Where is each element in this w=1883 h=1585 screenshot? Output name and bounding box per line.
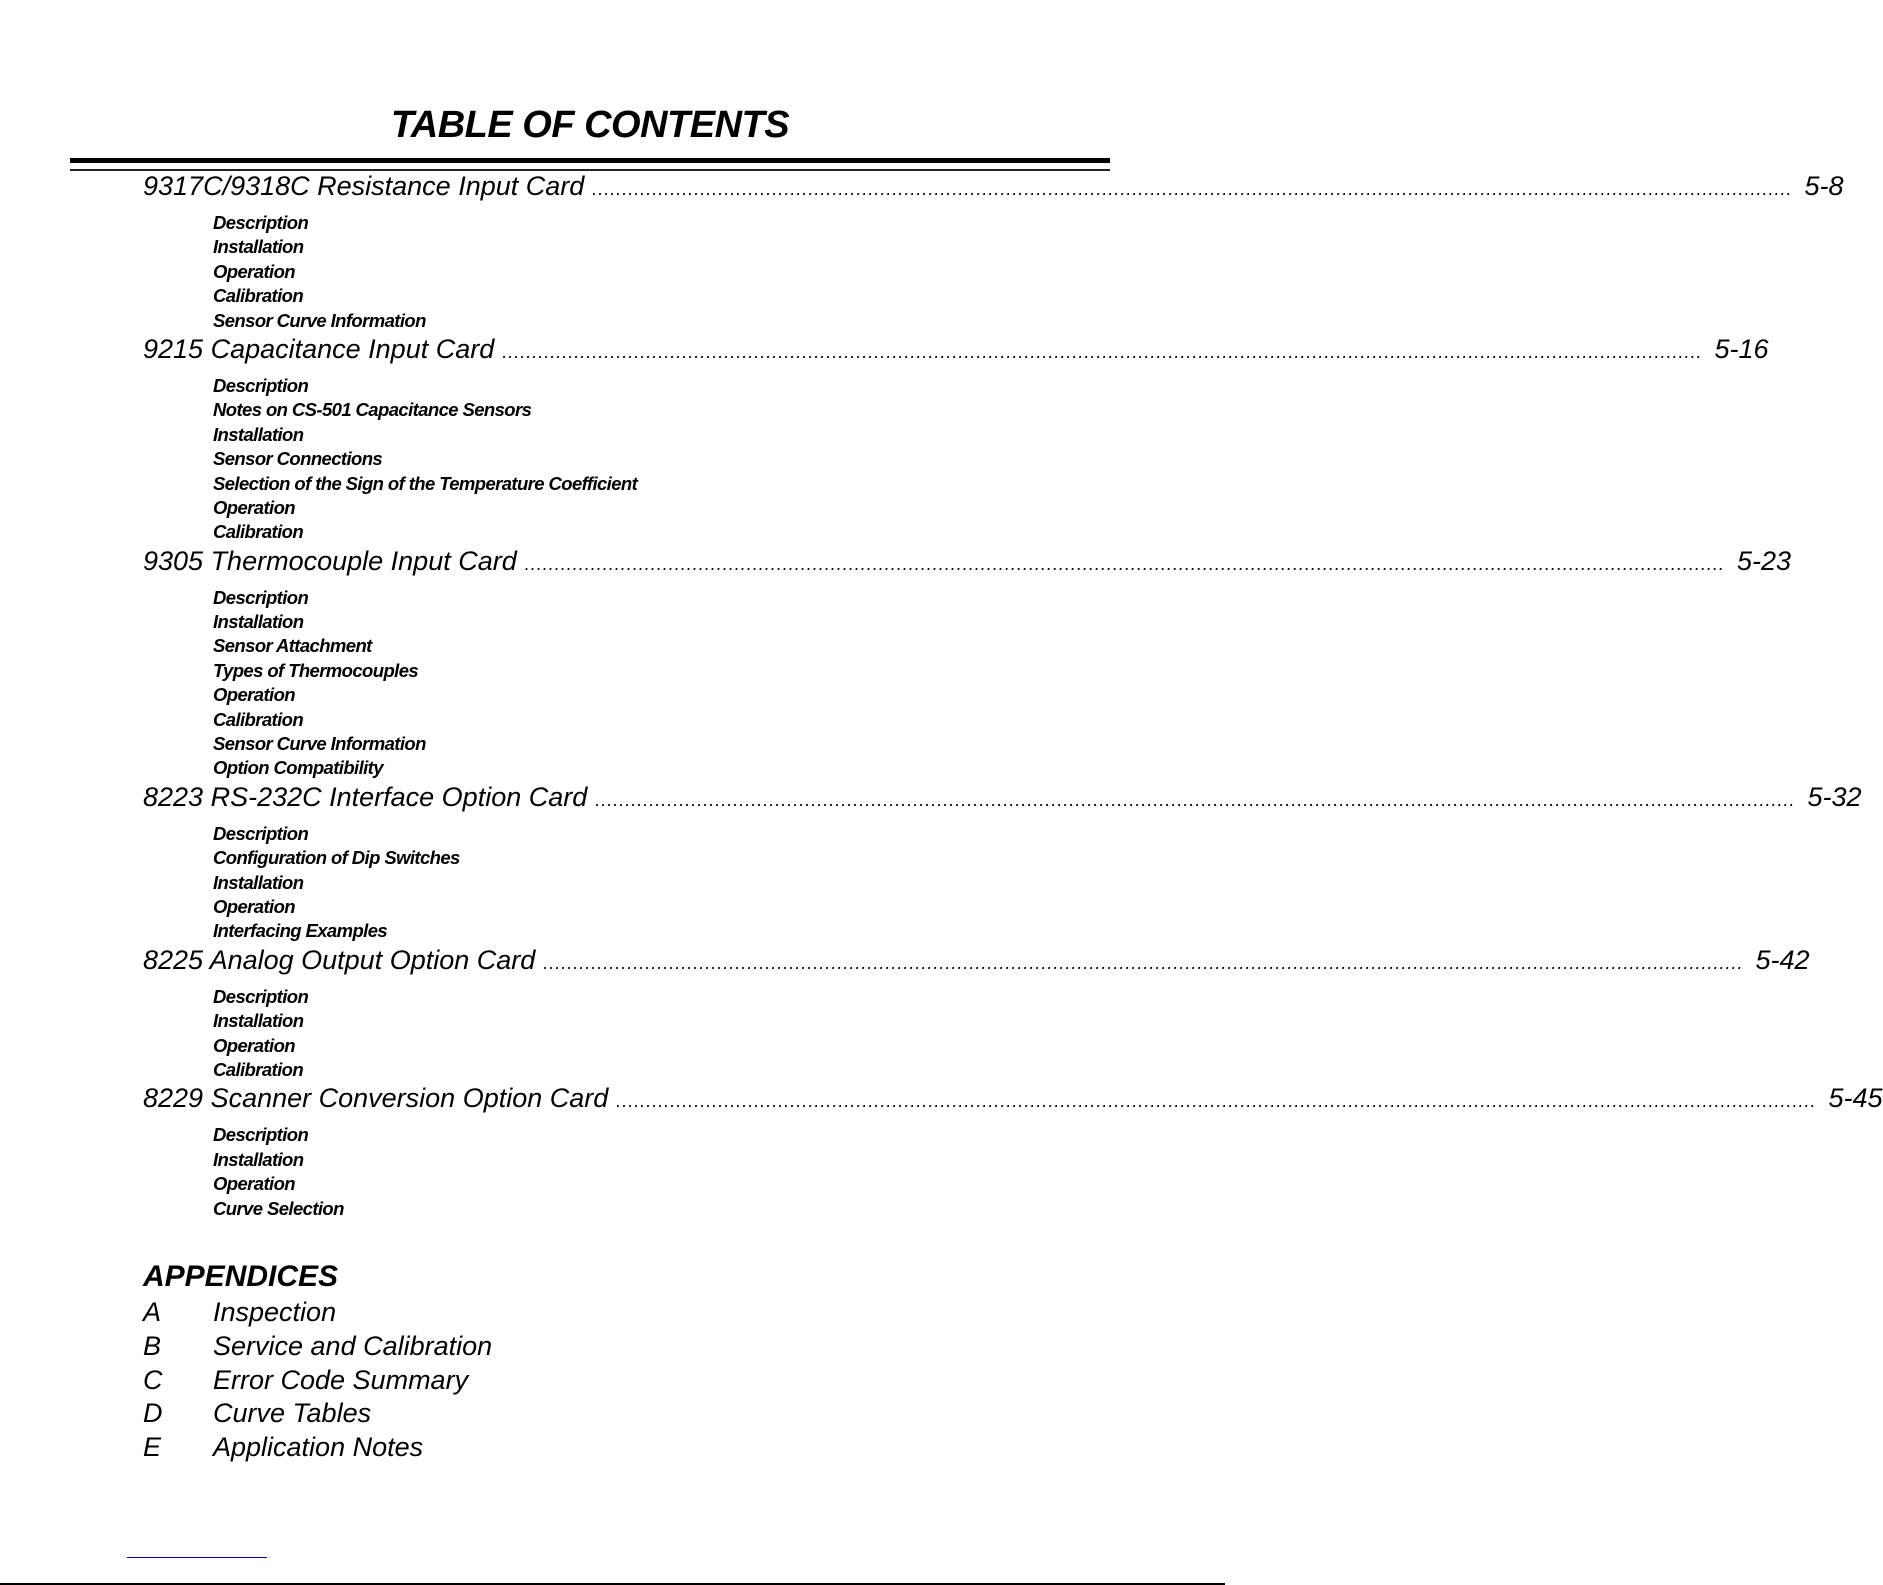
section-title: 9305 Thermocouple Input Card [143,545,517,576]
page-number: 5-8 [1804,171,1844,201]
appendix-item[interactable] [143,1430,492,1464]
dot-leader: ........................................................................................................................................................................................................ [592,179,1793,199]
page-number: 5-23 [1736,545,1791,576]
section-title: 8223 RS-232C Interface Option Card [143,781,588,812]
toc-subitem[interactable]: Description [213,985,309,1007]
toc-section-heading[interactable] [143,166,1844,206]
toc-subitem[interactable]: Configuration of Dip Switches [213,847,460,869]
toc-subitem[interactable]: Sensor Curve Information [213,733,426,755]
section-title: 9215 Capacitance Input Card [143,333,495,364]
toc-subitem[interactable]: Sensor Connections [213,448,383,470]
toc-subitem[interactable]: Operation [213,1173,295,1195]
toc-subitem[interactable]: Operation [213,895,295,917]
dot-leader: ........................................................................................................................................................................................................ [524,553,1725,574]
toc-subitem[interactable]: Sensor Curve Information [213,309,426,331]
dot-leader: ........................................................................................................................................................................................................ [616,1091,1817,1112]
toc-subitem[interactable]: Calibration [213,1058,304,1080]
appendix-letter: A [143,1297,162,1327]
toc-subitem[interactable]: Curve Selection [213,1197,344,1219]
dot-leader: ........................................................................................................................................................................................................ [502,341,1703,362]
toc-subitem[interactable]: Types of Thermocouples [213,659,419,681]
toc-subitem[interactable]: Description [213,212,309,233]
toc-subitem[interactable]: Description [213,1124,309,1146]
toc-subitem[interactable]: Sensor Attachment [213,635,372,657]
toc-subitem[interactable]: Selection of the Sign of the Temperature Coefficient [213,472,638,494]
appendix-title: Inspection [213,1297,337,1327]
appendix-title: Error Code Summary [213,1364,469,1395]
toc-subitem[interactable]: Installation [213,871,304,893]
toc-subitem[interactable]: Installation [213,1148,304,1170]
toc-subitem[interactable]: Option Compatibility [213,757,383,779]
toc-section-heading[interactable] [143,777,1862,817]
toc-section-heading[interactable] [143,940,1810,980]
page-number: 5-42 [1755,944,1810,975]
toc-subitem[interactable]: Calibration [213,521,304,543]
header-rule-thick [70,158,1110,163]
toc-subitem[interactable]: Installation [213,423,304,445]
page-number: 5-32 [1807,781,1862,812]
section-title: 8225 Analog Output Option Card [143,944,536,975]
appendix-letter: E [143,1432,162,1463]
toc-subitem[interactable]: Installation [213,1010,304,1032]
link-underline [127,1557,267,1558]
dot-leader: ........................................................................................................................................................................................................ [543,952,1744,973]
toc-subitem[interactable]: Operation [213,260,295,282]
appendix-title: Curve Tables [213,1398,372,1429]
toc-section-heading[interactable] [143,1078,1883,1118]
dot-leader: ........................................................................................................................................................................................................ [595,789,1796,810]
page-number: 5-16 [1714,333,1769,364]
toc-subitem[interactable]: Description [213,822,309,844]
appendix-letter: C [143,1364,163,1395]
page-number: 5-45 [1828,1083,1883,1114]
appendices-title: APPENDICES [143,1260,339,1293]
page-title: TABLE OF CONTENTS [390,104,790,146]
toc-subitem[interactable]: Calibration [213,708,304,730]
toc-subitem[interactable]: Description [213,374,309,396]
toc-subitem[interactable]: Calibration [213,285,304,307]
appendix-letter: D [143,1398,163,1429]
appendix-letter: B [143,1330,162,1361]
appendix-item[interactable] [143,1329,492,1363]
toc-subitem[interactable]: Operation [213,684,295,706]
section-title: 9317C/9318C Resistance Input Card [143,171,585,201]
section-title: 8229 Scanner Conversion Option Card [143,1083,609,1114]
appendix-title: Service and Calibration [213,1330,493,1361]
appendix-title: Application Notes [213,1432,424,1463]
toc-list [143,170,1883,1221]
toc-section-heading[interactable] [143,541,1791,581]
toc-subitem[interactable]: Description [213,586,309,608]
toc-subitem[interactable]: Interfacing Examples [213,920,388,942]
appendix-item[interactable] [143,1363,492,1397]
toc-section-heading[interactable] [143,329,1769,369]
appendix-item[interactable] [143,1295,492,1329]
toc-subitem[interactable]: Operation [213,496,295,518]
appendix-item[interactable] [143,1396,492,1430]
toc-subitem[interactable]: Installation [213,236,304,258]
appendices [143,1257,492,1464]
toc-subitem[interactable]: Operation [213,1034,295,1056]
toc-subitem[interactable]: Notes on CS-501 Capacitance Sensors [213,399,532,421]
toc-subitem[interactable]: Installation [213,611,304,633]
